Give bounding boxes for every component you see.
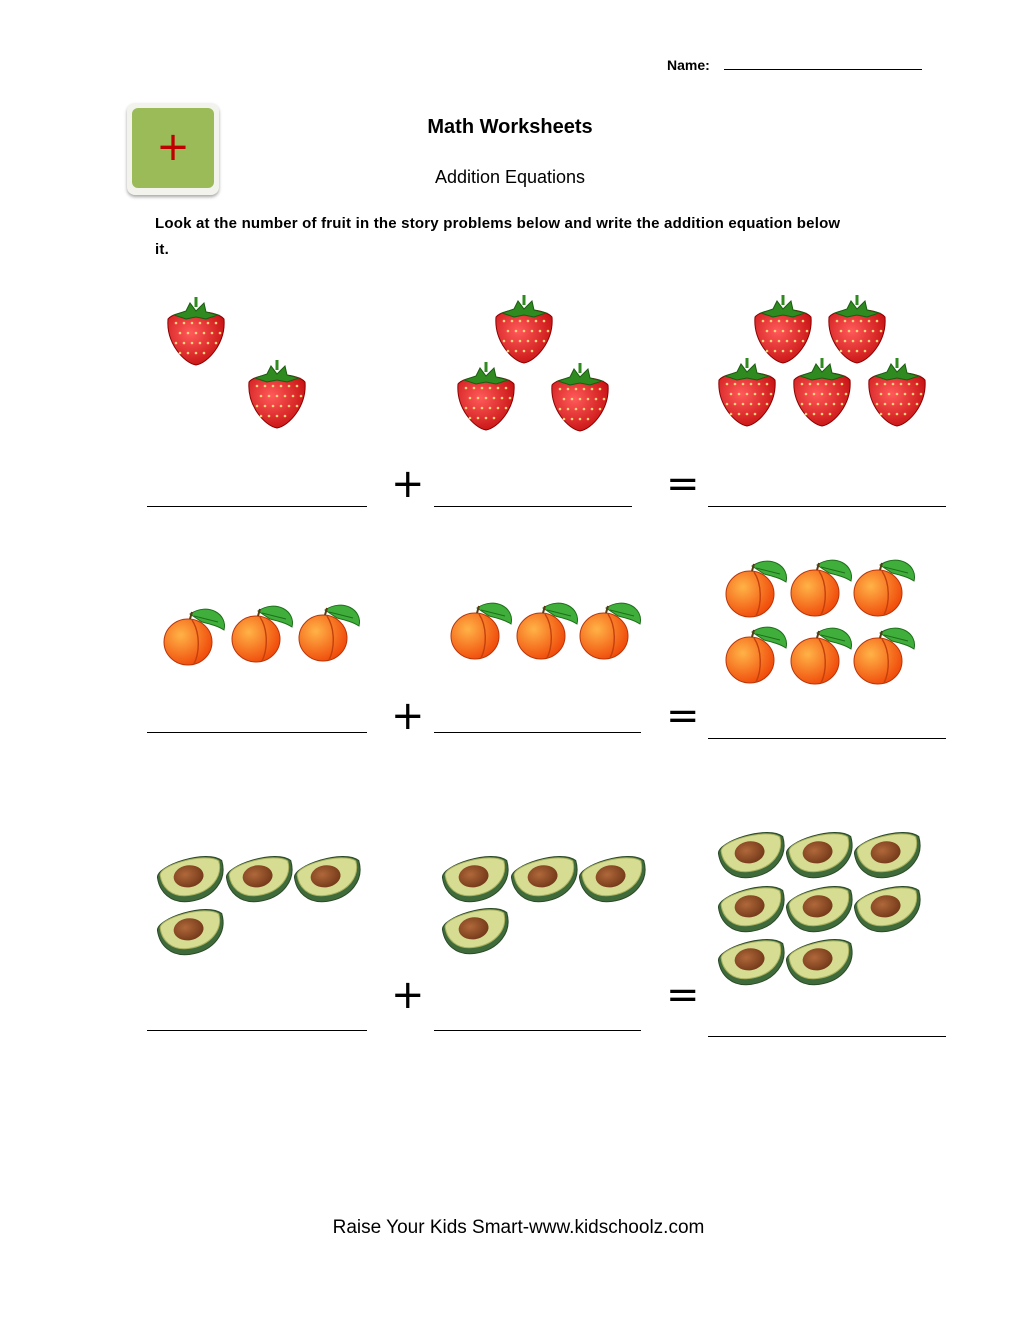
apricot-icon [164, 609, 225, 665]
plus-icon: + [156, 124, 190, 170]
avocado-icon [852, 884, 924, 936]
avocado-icon [577, 854, 649, 906]
strawberry-icon [829, 295, 885, 363]
name-field-line[interactable] [724, 69, 922, 70]
strawberry-icon [869, 358, 925, 426]
avocado-icon [509, 854, 581, 906]
apricot-icon [580, 603, 641, 659]
answer-line-addend1-row1[interactable] [147, 506, 367, 507]
apricot-icon [517, 603, 578, 659]
apricot-icon [451, 603, 512, 659]
apricot-icon [232, 606, 293, 662]
apricot-icon [854, 560, 915, 616]
apricot-icon [299, 605, 360, 661]
equals-sign: = [666, 461, 700, 507]
apricot-icon [791, 560, 852, 616]
name-label: Name: [667, 57, 710, 73]
avocado-icon [716, 884, 788, 936]
strawberry-icon [496, 295, 552, 363]
answer-line-addend2-row1[interactable] [434, 506, 632, 507]
apricot-icon [726, 561, 787, 617]
avocado-icon [852, 830, 924, 882]
apricot-icon [791, 628, 852, 684]
plus-sign: + [391, 693, 425, 739]
strawberry-icon [755, 295, 811, 363]
avocado-icon [784, 830, 856, 882]
addition-logo [127, 103, 219, 195]
avocado-icon [784, 884, 856, 936]
answer-line-sum-row3[interactable] [708, 1036, 946, 1037]
page-subtitle: Addition Equations [434, 167, 586, 187]
avocado-icon [716, 830, 788, 882]
equals-sign: = [666, 693, 700, 739]
avocado-icon [292, 854, 364, 906]
avocado-icon [440, 854, 512, 906]
answer-line-sum-row2[interactable] [708, 738, 946, 739]
answer-line-addend1-row2[interactable] [147, 732, 367, 733]
answer-line-sum-row1[interactable] [708, 506, 946, 507]
strawberry-icon [552, 363, 608, 431]
avocado-icon [716, 937, 788, 989]
instructions-text: Look at the number of fruit in the story problems below and write the addition equation below it. [155, 215, 841, 258]
strawberry-icon [719, 358, 775, 426]
apricot-icon [726, 627, 787, 683]
strawberry-icon [794, 358, 850, 426]
plus-sign: + [391, 972, 425, 1018]
avocado-icon [155, 907, 227, 959]
logo-tile [132, 108, 214, 188]
strawberry-icon [458, 362, 514, 430]
answer-line-addend2-row2[interactable] [434, 732, 641, 733]
avocado-icon [224, 854, 296, 906]
avocado-icon [155, 854, 227, 906]
equals-sign: = [666, 972, 700, 1018]
strawberry-icon [168, 297, 224, 365]
avocado-icon [440, 906, 512, 958]
strawberry-icon [249, 360, 305, 428]
page-title: Math Worksheets [427, 116, 593, 138]
answer-line-addend1-row3[interactable] [147, 1030, 367, 1031]
avocado-icon [784, 937, 856, 989]
apricot-icon [854, 628, 915, 684]
answer-line-addend2-row3[interactable] [434, 1030, 641, 1031]
plus-sign: + [391, 461, 425, 507]
footer-text: Raise Your Kids Smart-www.kidschoolz.com [332, 1217, 705, 1238]
